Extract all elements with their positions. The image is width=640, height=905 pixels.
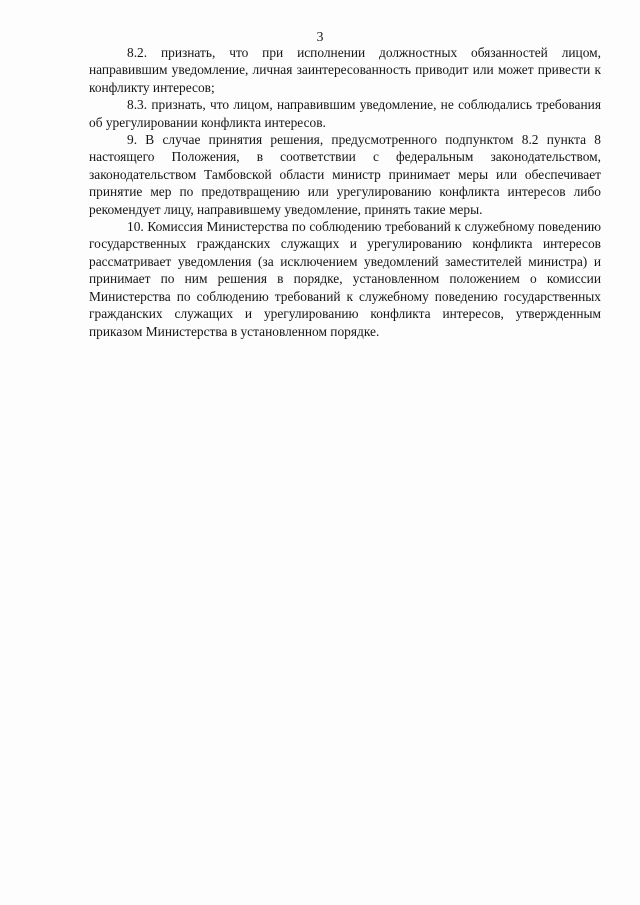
paragraph-8-2: 8.2. признать, что при исполнении должностных обязанностей лицом, направившим уведомление, личная заинтересованность приводит или может привести к конфликту интересов;: [89, 45, 601, 95]
paragraph-8-3: 8.3. признать, что лицом, направившим уведомление, не соблюдались требования об урегулировании конфликта интересов.: [89, 97, 601, 130]
document-body: [89, 44, 601, 340]
paragraph-10: 10. Комиссия Министерства по соблюдению требований к служебному поведению государственных гражданских служащих и урегулированию конфликта интересов рассматривает уведомления (за исключением уведомлений заместителей министра) и принимает по ним решения в порядке, установленном положением о комиссии Министерства по соблюдению требований к служебному поведению государственных гражданских служащих и урегулированию конфликта интересов, утвержденным приказом Министерства в установленном порядке.: [89, 219, 601, 339]
page-number: 3: [316, 30, 324, 45]
paragraph-9: 9. В случае принятия решения, предусмотренного подпунктом 8.2 пункта 8 настоящего Положения, в соответствии с федеральным законодательством, законодательством Тамбовской области министр принимает меры или обеспечивает принятие мер по предотвращению или урегулированию конфликта интересов либо рекомендует лицу, направившему уведомление, принять такие меры.: [89, 132, 601, 217]
